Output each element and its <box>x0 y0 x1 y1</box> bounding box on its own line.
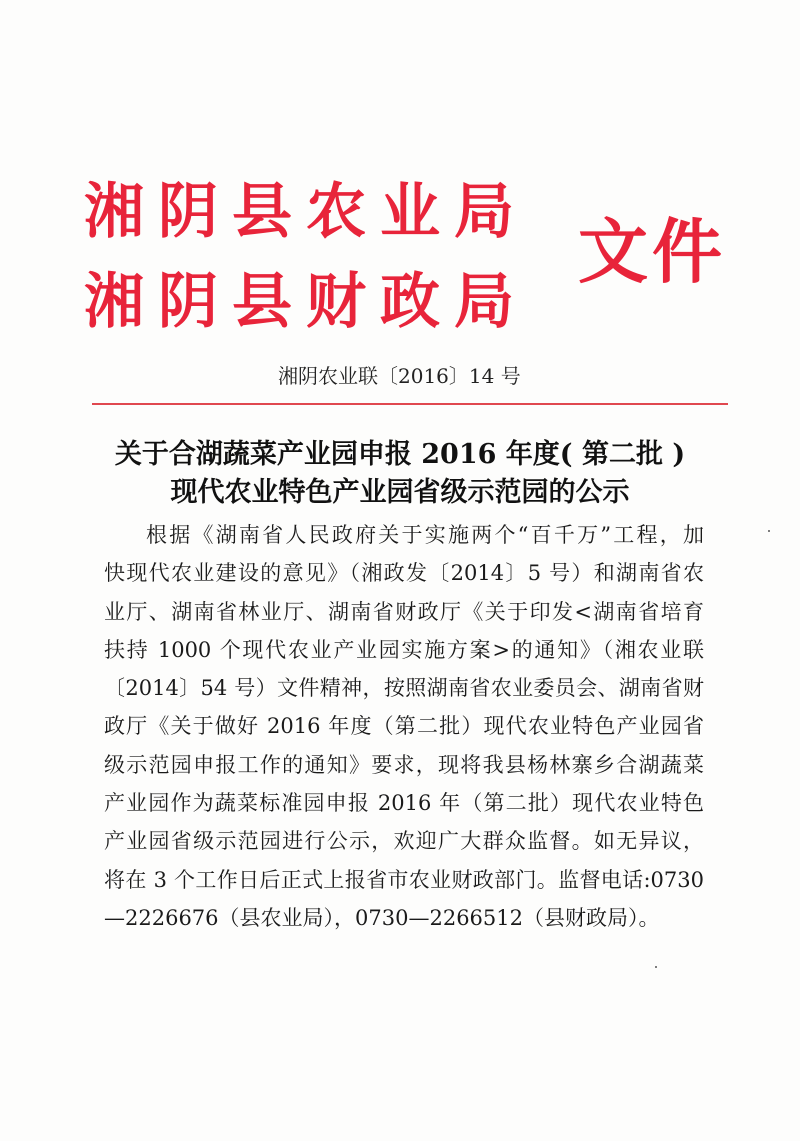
body-line: 根据《湖南省人民政府关于实施两个“百千万”工程，加 <box>146 523 704 547</box>
issuer-name-finance-bureau: 湘阴县财政局 <box>84 267 528 337</box>
body-line: 产业园作为蔬菜标准园申报 2016 年（第二批）现代农业特色 <box>104 791 704 816</box>
body-line: 政厅《关于做好 2016 年度（第二批）现代农业特色产业园省 <box>104 714 704 739</box>
body-line: 产业园省级示范园进行公示，欢迎广大群众监督。如无异议， <box>104 829 704 854</box>
body-line: —2226676（县农业局），0730—2266512（县财政局）。 <box>104 905 660 930</box>
body-line: 将在 3 个工作日后正式上报省市农业财政部门。监督电话:0730 <box>104 867 704 892</box>
header-document-suffix: 文件 <box>578 210 726 293</box>
body-line: 快现代农业建设的意见》（湘政发〔2014〕5 号）和湖南省农 <box>104 561 704 586</box>
document-body <box>104 516 704 937</box>
document-title-line-2: 现代农业特色产业园省级示范园的公示 <box>170 477 630 508</box>
body-line: 〔2014〕54 号）文件精神，按照湖南省农业委员会、湖南省财 <box>104 676 704 701</box>
body-line: 业厅、湖南省林业厅、湖南省财政厅《关于印发<湖南省培育 <box>104 599 704 624</box>
document-title-line-1: 关于合湖蔬菜产业园申报 2016 年度( 第二批 ) <box>114 439 686 470</box>
scan-speck <box>655 966 657 968</box>
red-divider-rule <box>92 403 728 405</box>
body-line: 级示范园申报工作的通知》要求，现将我县杨林寨乡合湖蔬菜 <box>104 752 704 777</box>
body-line: 扶持 1000 个现代农业产业园实施方案>的通知》（湘农业联 <box>104 637 704 662</box>
document-number: 湘阴农业联〔2016〕14 号 <box>278 364 521 388</box>
scan-speck <box>768 530 770 532</box>
issuer-name-agriculture-bureau: 湘阴县农业局 <box>84 177 528 247</box>
